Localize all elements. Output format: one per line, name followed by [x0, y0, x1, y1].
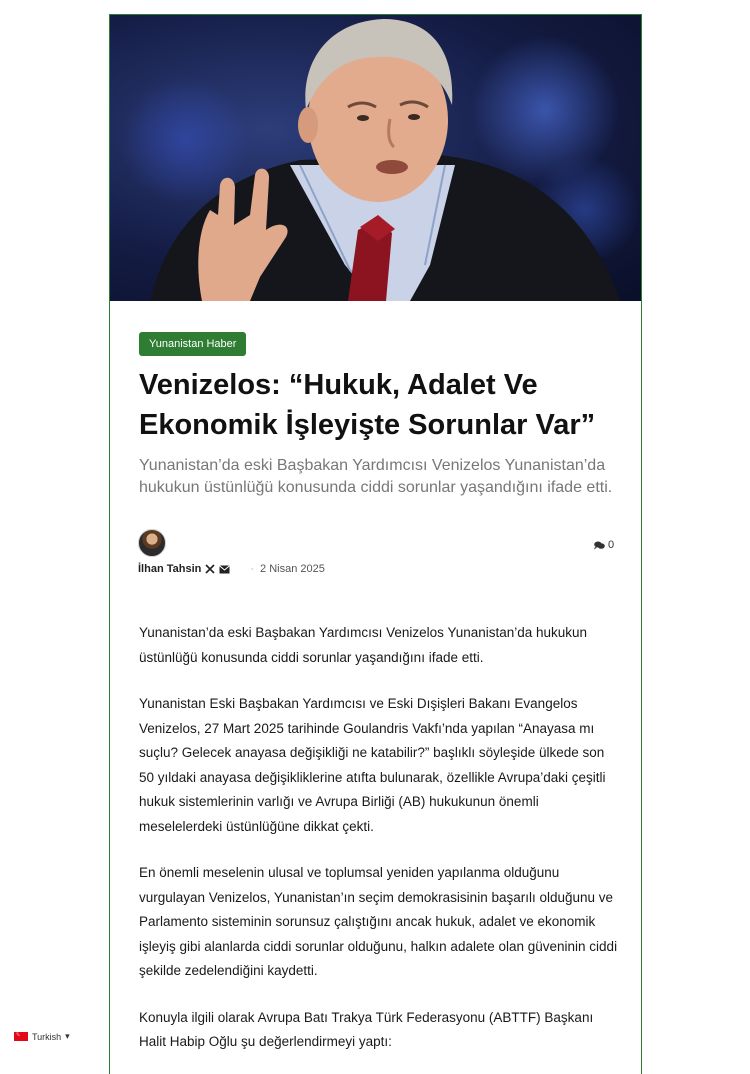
- author-name[interactable]: İlhan Tahsin: [138, 563, 202, 575]
- mail-icon[interactable]: [219, 565, 230, 574]
- chevron-down-icon: ▾: [65, 1031, 70, 1041]
- publish-date: 2 Nisan 2025: [260, 563, 325, 575]
- speaker-portrait: [110, 15, 641, 301]
- byline: [138, 563, 325, 575]
- article-title: Venizelos: “Hukuk, Adalet Ve Ekonomik İşleyişte Sorunlar Var”: [139, 369, 596, 441]
- paragraph: Yunanistan’da eski Başbakan Yardımcısı Venizelos Yunanistan’da hukukun üstünlüğü konusunda ciddi sorunlar yaşandığını ifade etti.: [139, 625, 588, 665]
- paragraph: Konuyla ilgili olarak Avrupa Batı Trakya Türk Federasyonu (ABTTF) Başkanı Halit Habip Oğlu şu değerlendirmeyi yaptı:: [139, 1009, 594, 1049]
- paragraph: Yunanistan Eski Başbakan Yardımcısı ve Eski Dışişleri Bakanı Evangelos Venizelos, 27 Mart 2025 tarihinde Goulandris Vakfı’nda yapılan “Anayasa mı suçlu? Gelecek anayasa değişikliği ne katabilir?” başlıklı söyleşide ülkede son 50 yıldaki anayasa değişikliklerine atıfta bulunarak, özellikle Avrupa’daki çeşitli hukuk sistemlerinin varlığı ve Avrupa Birliği (AB) hukukunun önemli meselelerdeki üstünlüğüne dikkat çekti.: [139, 696, 606, 834]
- turkey-flag-icon: [14, 1032, 28, 1041]
- comment-bubble-icon: [594, 541, 605, 550]
- author-avatar[interactable]: [138, 529, 166, 557]
- language-switcher[interactable]: [14, 1031, 70, 1042]
- comments-link[interactable]: [594, 539, 614, 551]
- comment-count: 0: [608, 539, 615, 551]
- language-label: Turkish: [32, 1031, 62, 1042]
- article-card: [109, 14, 642, 1074]
- article-body: [139, 621, 619, 1074]
- category-badge[interactable]: Yunanistan Haber: [139, 332, 246, 356]
- x-logo-icon[interactable]: [205, 564, 215, 574]
- paragraph: En önemli meselenin ulusal ve toplumsal yeniden yapılanma olduğunu vurgulayan Venizelos, Yunanistan’ın seçim demokrasisinin başarılı olduğunu ve Parlamento sisteminin sorunsuz çalıştığını ancak hukuk, adalet ve ekonomik işleyiş gibi alanlarda ciddi sorunlar olduğunu, halkın adalete olan güveninin ciddi şekilde zedelendiğini kaydetti.: [139, 865, 618, 978]
- hero-image[interactable]: [110, 15, 641, 301]
- separator-dot: ·: [250, 563, 255, 575]
- article-subtitle: Yunanistan’da eski Başbakan Yardımcısı Venizelos Yunanistan’da hukukun üstünlüğü konusunda ciddi sorunlar yaşandığını ifade etti.: [139, 457, 613, 496]
